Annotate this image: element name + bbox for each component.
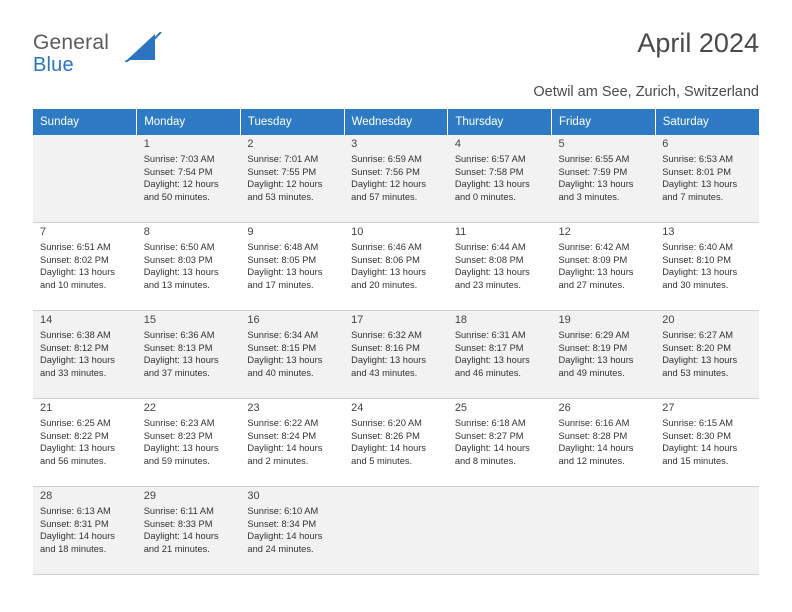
day-cell [33,311,137,399]
daylight-text-line2: and 43 minutes. [351,367,418,378]
day-cell [137,399,241,487]
day-cell [240,135,344,223]
sunset-text: Sunset: 8:17 PM [454,342,524,353]
day-cell [344,311,448,399]
daylight-text-line1: Daylight: 13 hours [247,355,323,366]
day-number: 25 [454,402,468,414]
daylight-text-line2: and 12 minutes. [558,455,625,466]
weekday-header-monday: Monday [137,109,241,135]
sunset-text: Sunset: 7:59 PM [558,166,628,177]
day-cell [137,487,241,575]
day-number: 30 [247,490,260,502]
day-number: 28 [40,490,53,502]
day-cell [240,487,344,575]
day-cell [448,223,552,311]
logo-swoosh-icon [125,32,163,62]
sunrise-text: Sunrise: 6:32 AM [351,330,422,340]
sunset-text: Sunset: 8:09 PM [558,254,628,265]
daylight-text-line2: and 53 minutes. [662,367,729,378]
sunrise-text: Sunrise: 6:10 AM [247,506,319,516]
day-number: 8 [143,226,150,238]
sunrise-text: Sunrise: 6:18 AM [454,418,526,428]
sunrise-text: Sunrise: 7:01 AM [247,154,319,164]
day-number: 2 [247,138,254,150]
daylight-text-line1: Daylight: 12 hours [143,179,219,190]
day-number: 17 [351,314,364,326]
daylight-text-line1: Daylight: 14 hours [558,443,634,454]
daylight-text-line2: and 2 minutes. [247,455,309,466]
day-cell [33,399,137,487]
sunrise-text: Sunrise: 6:59 AM [351,154,422,164]
sunset-text: Sunset: 8:19 PM [558,342,628,353]
day-number: 1 [143,138,150,150]
day-cell [552,399,656,487]
day-number: 6 [662,138,669,150]
sunset-text: Sunset: 8:15 PM [247,342,317,353]
daylight-text-line2: and 40 minutes. [247,367,314,378]
sunrise-text: Sunrise: 6:34 AM [247,330,319,340]
daylight-text-line1: Daylight: 13 hours [40,443,115,454]
day-info [144,505,235,555]
daylight-text-line2: and 50 minutes. [143,191,210,202]
day-cell [448,135,552,223]
daylight-text-line1: Daylight: 13 hours [558,179,634,190]
daylight-text-line2: and 7 minutes. [662,191,724,202]
sunrise-text: Sunrise: 6:27 AM [662,330,734,340]
sunrise-text: Sunrise: 6:36 AM [143,330,215,340]
sunrise-text: Sunrise: 6:40 AM [662,242,734,252]
weekday-header-row [33,109,759,135]
day-number: 15 [143,314,156,326]
sunset-text: Sunset: 8:24 PM [247,430,317,441]
day-info [455,329,546,379]
page-subtitle: Oetwil am See, Zurich, Switzerland [533,84,759,100]
day-info [559,417,650,467]
daylight-text-line2: and 0 minutes. [454,191,516,202]
sunrise-text: Sunrise: 6:31 AM [454,330,526,340]
sunrise-text: Sunrise: 6:20 AM [351,418,422,428]
daylight-text-line1: Daylight: 12 hours [247,179,323,190]
day-cell [137,311,241,399]
sunrise-text: Sunrise: 6:11 AM [143,506,214,516]
sunset-text: Sunset: 8:23 PM [143,430,213,441]
sunrise-text: Sunrise: 6:22 AM [247,418,319,428]
day-cell [33,487,137,575]
daylight-text-line2: and 57 minutes. [351,191,418,202]
day-info [247,241,338,291]
daylight-text-line1: Daylight: 13 hours [558,267,634,278]
daylight-text-line2: and 53 minutes. [247,191,314,202]
day-number: 19 [558,314,571,326]
daylight-text-line1: Daylight: 13 hours [662,355,738,366]
sunrise-text: Sunrise: 6:25 AM [40,418,111,428]
daylight-text-line2: and 15 minutes. [662,455,729,466]
daylight-text-line1: Daylight: 14 hours [351,443,427,454]
day-number: 26 [558,402,571,414]
sunset-text: Sunset: 8:33 PM [143,518,213,529]
day-info [559,153,650,203]
day-number: 27 [662,402,675,414]
day-cell [655,223,759,311]
day-number: 13 [662,226,675,238]
daylight-text-line1: Daylight: 13 hours [143,443,219,454]
daylight-text-line2: and 59 minutes. [143,455,210,466]
daylight-text-line2: and 49 minutes. [558,367,625,378]
sunrise-text: Sunrise: 6:29 AM [558,330,630,340]
day-cell-empty [655,487,759,575]
day-number: 24 [351,402,364,414]
sunrise-text: Sunrise: 6:48 AM [247,242,319,252]
daylight-text-line1: Daylight: 13 hours [454,267,530,278]
day-info [40,505,131,555]
weekday-header-saturday: Saturday [655,109,759,135]
day-cell [33,223,137,311]
day-cell [448,399,552,487]
sunrise-text: Sunrise: 6:15 AM [662,418,734,428]
daylight-text-line2: and 46 minutes. [454,367,521,378]
daylight-text-line1: Daylight: 14 hours [247,443,323,454]
daylight-text-line1: Daylight: 14 hours [247,531,323,542]
calendar-table [33,109,759,575]
sunset-text: Sunset: 8:12 PM [40,342,109,353]
daylight-text-line1: Daylight: 13 hours [454,355,530,366]
weekday-header-friday: Friday [552,109,656,135]
day-info [247,417,338,467]
day-cell [655,311,759,399]
day-number: 29 [143,490,156,502]
day-cell [552,311,656,399]
day-info [662,153,753,203]
sunset-text: Sunset: 8:06 PM [351,254,420,265]
sunset-text: Sunset: 8:13 PM [143,342,213,353]
day-number: 16 [247,314,260,326]
day-number: 10 [351,226,364,238]
day-cell [344,223,448,311]
sunrise-text: Sunrise: 6:50 AM [143,242,215,252]
day-info [662,241,753,291]
daylight-text-line2: and 21 minutes. [143,543,210,554]
sunset-text: Sunset: 8:03 PM [143,254,213,265]
day-info [351,241,442,291]
sunrise-text: Sunrise: 6:55 AM [558,154,630,164]
day-cell-empty [552,487,656,575]
weekday-header-wednesday: Wednesday [344,109,448,135]
day-number: 18 [454,314,468,326]
day-number: 22 [143,402,156,414]
day-info [144,153,235,203]
day-number: 21 [40,402,53,414]
weekday-header-tuesday: Tuesday [240,109,344,135]
logo-text-general: General [33,31,110,54]
daylight-text-line2: and 13 minutes. [143,279,210,290]
daylight-text-line2: and 18 minutes. [40,543,107,554]
daylight-text-line2: and 27 minutes. [558,279,625,290]
daylight-text-line2: and 5 minutes. [351,455,413,466]
daylight-text-line1: Daylight: 14 hours [454,443,530,454]
daylight-text-line2: and 8 minutes. [454,455,516,466]
sunset-text: Sunset: 8:26 PM [351,430,420,441]
weekday-header-sunday: Sunday [33,109,137,135]
day-info [144,241,235,291]
day-number: 9 [247,226,254,238]
sunrise-text: Sunrise: 6:51 AM [40,242,111,252]
daylight-text-line2: and 20 minutes. [351,279,418,290]
daylight-text-line2: and 56 minutes. [40,455,107,466]
daylight-text-line1: Daylight: 13 hours [143,267,219,278]
daylight-text-line1: Daylight: 12 hours [351,179,427,190]
day-number: 14 [40,314,53,326]
day-info [247,329,338,379]
sunrise-text: Sunrise: 6:53 AM [662,154,734,164]
daylight-text-line1: Daylight: 13 hours [662,267,738,278]
sunrise-text: Sunrise: 6:57 AM [454,154,526,164]
day-info [40,417,131,467]
sunset-text: Sunset: 8:22 PM [40,430,109,441]
day-number: 11 [454,226,467,238]
day-info [455,241,546,291]
sunset-text: Sunset: 8:05 PM [247,254,317,265]
day-cell [448,311,552,399]
day-info [351,417,442,467]
sunset-text: Sunset: 8:01 PM [662,166,731,177]
day-cell [240,223,344,311]
daylight-text-line2: and 24 minutes. [247,543,314,554]
daylight-text-line1: Daylight: 13 hours [558,355,634,366]
daylight-text-line1: Daylight: 13 hours [454,179,530,190]
day-cell [240,311,344,399]
day-info [247,153,338,203]
week-row [33,399,759,487]
page-title: April 2024 [637,28,759,58]
daylight-text-line1: Daylight: 14 hours [662,443,738,454]
day-number: 5 [558,138,565,150]
daylight-text-line2: and 30 minutes. [662,279,729,290]
day-cell [137,135,241,223]
day-cell [344,399,448,487]
day-cell-empty [33,135,137,223]
sunset-text: Sunset: 7:58 PM [454,166,524,177]
day-number: 3 [351,138,358,150]
day-cell-empty [448,487,552,575]
logo [33,32,233,75]
sunset-text: Sunset: 8:27 PM [454,430,524,441]
daylight-text-line1: Daylight: 13 hours [351,267,427,278]
page-header [33,24,759,80]
sunset-text: Sunset: 8:20 PM [662,342,731,353]
sunset-text: Sunset: 8:08 PM [454,254,524,265]
day-info [40,329,131,379]
daylight-text-line1: Daylight: 13 hours [143,355,219,366]
sunset-text: Sunset: 8:31 PM [40,518,109,529]
day-cell [655,399,759,487]
week-row [33,487,759,575]
day-info [455,417,546,467]
daylight-text-line2: and 17 minutes. [247,279,314,290]
day-number: 4 [454,138,461,150]
week-row [33,223,759,311]
day-info [662,417,753,467]
day-info [40,241,131,291]
day-cell [344,135,448,223]
sunset-text: Sunset: 8:34 PM [247,518,317,529]
sunrise-text: Sunrise: 7:03 AM [143,154,215,164]
day-number: 20 [662,314,675,326]
day-info [559,241,650,291]
day-number: 7 [40,226,47,238]
sunset-text: Sunset: 7:56 PM [351,166,420,177]
day-info [559,329,650,379]
sunset-text: Sunset: 8:02 PM [40,254,109,265]
day-info [144,329,235,379]
daylight-text-line2: and 3 minutes. [558,191,620,202]
sunset-text: Sunset: 8:30 PM [662,430,731,441]
day-cell [655,135,759,223]
weekday-header-thursday: Thursday [448,109,552,135]
sunrise-text: Sunrise: 6:46 AM [351,242,422,252]
sunrise-text: Sunrise: 6:23 AM [143,418,215,428]
daylight-text-line1: Daylight: 13 hours [662,179,738,190]
sunset-text: Sunset: 8:28 PM [558,430,628,441]
day-info [662,329,753,379]
sunrise-text: Sunrise: 6:44 AM [454,242,526,252]
daylight-text-line2: and 23 minutes. [454,279,521,290]
day-cell [552,135,656,223]
week-row [33,135,759,223]
sunset-text: Sunset: 8:16 PM [351,342,420,353]
day-cell [552,223,656,311]
day-cell-empty [344,487,448,575]
day-number: 23 [247,402,260,414]
week-row [33,311,759,399]
sunset-text: Sunset: 7:54 PM [143,166,213,177]
daylight-text-line2: and 37 minutes. [143,367,210,378]
day-info [144,417,235,467]
day-cell [137,223,241,311]
daylight-text-line1: Daylight: 13 hours [351,355,427,366]
day-number: 12 [558,226,571,238]
day-info [351,329,442,379]
daylight-text-line1: Daylight: 14 hours [143,531,219,542]
sunrise-text: Sunrise: 6:16 AM [558,418,630,428]
sunrise-text: Sunrise: 6:13 AM [40,506,111,516]
daylight-text-line1: Daylight: 14 hours [40,531,115,542]
daylight-text-line2: and 33 minutes. [40,367,107,378]
day-cell [240,399,344,487]
daylight-text-line2: and 10 minutes. [40,279,107,290]
sunrise-text: Sunrise: 6:42 AM [558,242,630,252]
day-info [351,153,442,203]
daylight-text-line1: Daylight: 13 hours [40,267,115,278]
daylight-text-line1: Daylight: 13 hours [40,355,115,366]
logo-text-blue: Blue [33,54,74,76]
day-info [455,153,546,203]
sunset-text: Sunset: 8:10 PM [662,254,731,265]
daylight-text-line1: Daylight: 13 hours [247,267,323,278]
sunrise-text: Sunrise: 6:38 AM [40,330,111,340]
sunset-text: Sunset: 7:55 PM [247,166,317,177]
day-info [247,505,338,555]
